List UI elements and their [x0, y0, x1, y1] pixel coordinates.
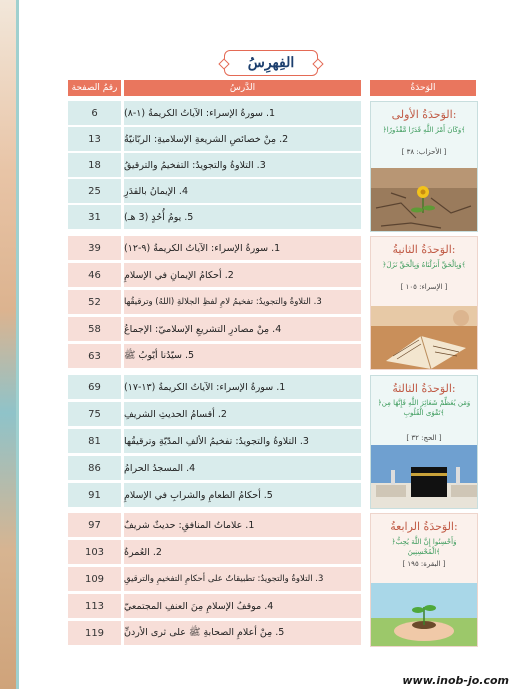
lesson-title: 4. المسجدُ الحرامُ: [124, 456, 361, 480]
unit-card-2: [370, 236, 478, 370]
lesson-row: [68, 429, 361, 453]
page-number: 25: [68, 179, 121, 203]
lesson-row: [68, 456, 361, 480]
page-number: 103: [68, 540, 121, 564]
page-number: 46: [68, 263, 121, 287]
open-quran-book-photo: [371, 306, 477, 369]
header-lesson-label: الدَّرسُ: [229, 83, 256, 93]
unit-verse: ﴿وَبِالْحَقِّ أَنزَلْنَاهُ وَبِالْحَقِّ نَزَلَ﴾: [382, 261, 466, 269]
lesson-row: [68, 375, 361, 399]
lesson-row: [68, 101, 361, 125]
lesson-title: 1. سورةُ الإسراء: الآياتُ الكريمةُ (١٣-١٧): [124, 375, 361, 399]
unit-verse-reference: [ الأحزاب: ٣٨ ]: [401, 148, 447, 156]
page-number: 18: [68, 153, 121, 177]
decorative-side-strip: [0, 0, 16, 689]
header-unit-label: الوَحدَةُ: [410, 83, 436, 93]
decorative-side-line: [16, 0, 19, 689]
unit-verse-reference: [ الإسراء: ١٠٥ ]: [400, 283, 448, 291]
unit-name: الوَحدَةُ الرابعةُ:: [390, 520, 458, 533]
unit-card-3: [370, 375, 478, 509]
lesson-row: [68, 153, 361, 177]
lesson-title: 2. العُمرةُ: [124, 540, 361, 564]
lesson-row: [68, 344, 361, 368]
lesson-title: 4. موقفُ الإسلامِ مِنَ العنفِ المجتمعيّ: [124, 594, 361, 618]
lesson-row: [68, 236, 361, 260]
header-lesson: [124, 80, 361, 96]
lesson-title: 5. مِنْ أعلامِ الصحابةِ ﷺ على ثرى الأردنِّ: [124, 621, 361, 645]
lesson-title: 1. سورةُ الإسراء: الآياتُ الكريمةُ (١-٨): [124, 101, 361, 125]
lesson-title: 1. سورةُ الإسراء: الآياتُ الكريمةُ (٩-١٢): [124, 236, 361, 260]
lesson-row: [68, 317, 361, 341]
hands-holding-plant-photo: [371, 583, 477, 646]
unit-verse-reference: [ البقرة: ١٩٥ ]: [402, 560, 446, 568]
lesson-row: [68, 205, 361, 229]
lesson-row: [68, 483, 361, 507]
lesson-title: 5. سيّدُنا أيّوبُ ﷺ: [124, 344, 361, 368]
lesson-title: 1. علاماتُ المنافقِ: حديثٌ شريفٌ: [124, 513, 361, 537]
lesson-title: 3. التلاوةُ والتجويدُ: تفخيمُ الألفِ المدّيّةِ وترقيقُها: [124, 429, 361, 453]
page-number: 119: [68, 621, 121, 645]
lesson-row: [68, 621, 361, 645]
lesson-row: [68, 594, 361, 618]
page-number: 113: [68, 594, 121, 618]
page-number: 58: [68, 317, 121, 341]
unit-name: الوَحدَةُ الثانيةُ:: [392, 243, 456, 256]
page-number: 52: [68, 290, 121, 314]
flower-in-cracked-ground-photo: [371, 168, 477, 231]
lesson-title: 4. الإيمانُ بالقدَرِ: [124, 179, 361, 203]
header-page-number: [68, 80, 121, 96]
lesson-row: [68, 540, 361, 564]
lesson-row: [68, 402, 361, 426]
lesson-title: 3. التلاوةُ والتجويدُ: تفخيمُ لامِ لفظِ الجلالةِ (اللهُ) وترقيقُها: [124, 290, 361, 314]
website-watermark: www.inob-jo.com: [402, 674, 509, 687]
lesson-title: 3. التلاوةُ والتجويدُ: التفخيمُ والترقيقُ: [124, 153, 361, 177]
page-number: 86: [68, 456, 121, 480]
lesson-title: 5. يومُ أُحُدٍ (3 هـ): [124, 205, 361, 229]
lesson-row: [68, 127, 361, 151]
page-number: 63: [68, 344, 121, 368]
unit-name: الوَحدَةُ الأولى:: [391, 108, 457, 121]
page-number: 31: [68, 205, 121, 229]
lesson-row: [68, 290, 361, 314]
lesson-title: 2. مِنْ خصائصِ الشريعةِ الإسلاميةِ: الربّانيّةُ: [124, 127, 361, 151]
unit-card-1: [370, 101, 478, 232]
page-number: 39: [68, 236, 121, 260]
page-number: 81: [68, 429, 121, 453]
kaaba-mecca-photo: [371, 445, 477, 508]
unit-verse: ﴿وَكَانَ أَمْرُ اللَّهِ قَدَرًا مَّقْدُورًا﴾: [382, 126, 466, 134]
unit-verse: ﴿وَمَن يُعَظِّمْ شَعَائِرَ اللَّهِ فَإِنَّهَا مِن تَقْوَى الْقُلُوبِ﴾: [377, 399, 471, 417]
lesson-title: 3. التلاوةُ والتجويدُ: تطبيقاتٌ على أحكامِ التفخيمِ والترقيقِ: [124, 567, 361, 591]
lesson-title: 2. أقسامُ الحديثِ الشريفِ: [124, 402, 361, 426]
header-unit: [370, 80, 476, 96]
page-title: الفِهرِسُ: [247, 55, 295, 71]
lesson-row: [68, 263, 361, 287]
unit-name: الوَحدَةُ الثالثةُ:: [392, 382, 456, 395]
lesson-title: 5. أحكامُ الطعامِ والشرابِ في الإسلامِ: [124, 483, 361, 507]
page-number: 97: [68, 513, 121, 537]
page-number: 6: [68, 101, 121, 125]
lesson-title: 2. أحكامُ الإيمانِ في الإسلامِ: [124, 263, 361, 287]
page-number: 69: [68, 375, 121, 399]
page-number: 109: [68, 567, 121, 591]
lesson-row: [68, 513, 361, 537]
lesson-row: [68, 179, 361, 203]
header-page-label: رقمُ الصفحة: [71, 83, 118, 93]
index-title-frame: [224, 50, 318, 76]
page-number: 91: [68, 483, 121, 507]
page-number: 13: [68, 127, 121, 151]
lesson-row: [68, 567, 361, 591]
page-number: 75: [68, 402, 121, 426]
unit-verse-reference: [ الحج: ٣٢ ]: [406, 434, 442, 442]
unit-card-4: [370, 513, 478, 647]
lesson-title: 4. مِنْ مصادرِ التشريعِ الإسلاميّ: الإجماعُ: [124, 317, 361, 341]
unit-verse: ﴿وَأَحْسِنُوا إِنَّ اللَّهَ يُحِبُّ الْمُحْسِنِينَ﴾: [391, 538, 457, 556]
